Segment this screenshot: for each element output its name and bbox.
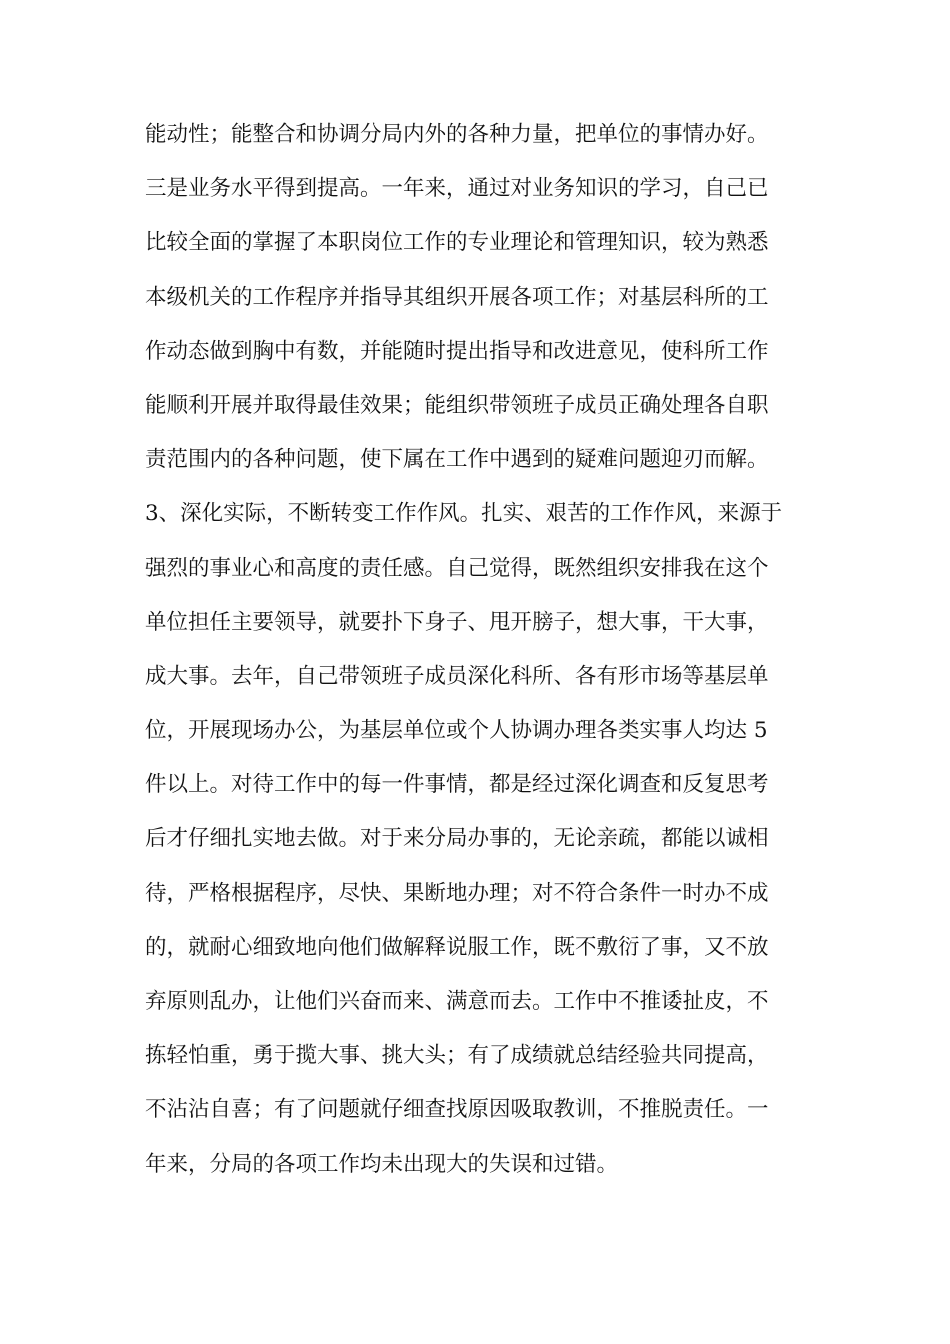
body-text xyxy=(145,108,805,1192)
text-line: 能顺利开展并取得最佳效果；能组织带领班子成员正确处理各自职 xyxy=(145,392,769,418)
text-line: 强烈的事业心和高度的责任感。自己觉得，既然组织安排我在这个 xyxy=(145,555,769,581)
text-line: 比较全面的掌握了本职岗位工作的专业理论和管理知识，较为熟悉 xyxy=(145,230,769,256)
text-line: 3、深化实际，不断转变工作作风。扎实、艰苦的工作作风，来源于 xyxy=(145,501,783,527)
text-line: 年来，分局的各项工作均未出现大的失误和过错。 xyxy=(145,1151,619,1177)
text-line: 单位担任主要领导，就要扑下身子、甩开膀子，想大事，干大事， xyxy=(145,609,769,635)
text-line: 待，严格根据程序，尽快、果断地办理；对不符合条件一时办不成 xyxy=(145,880,769,906)
text-line: 的，就耐心细致地向他们做解释说服工作，既不敷衍了事，又不放 xyxy=(145,934,769,960)
text-line: 拣轻怕重，勇于揽大事、挑大头；有了成绩就总结经验共同提高， xyxy=(145,1043,769,1069)
text-line: 不沾沾自喜；有了问题就仔细查找原因吸取教训，不推脱责任。一 xyxy=(145,1097,769,1123)
text-line: 作动态做到胸中有数，并能随时提出指导和改进意见，使科所工作 xyxy=(145,338,769,364)
text-line: 位，开展现场办公，为基层单位或个人协调办理各类实事人均达 5 xyxy=(145,718,768,744)
text-line: 能动性；能整合和协调分局内外的各种力量，把单位的事情办好。 xyxy=(145,122,769,147)
text-line: 三是业务水平得到提高。一年来，通过对业务知识的学习，自己已 xyxy=(145,176,769,202)
text-line: 件以上。对待工作中的每一件事情，都是经过深化调查和反复思考 xyxy=(145,772,769,798)
text-line: 弃原则乱办，让他们兴奋而来、满意而去。工作中不推诿扯皮，不 xyxy=(145,989,769,1014)
text-line: 后才仔细扎实地去做。对于来分局办事的，无论亲疏，都能以诚相 xyxy=(145,826,769,852)
text-line: 成大事。去年，自己带领班子成员深化科所、各有形市场等基层单 xyxy=(145,663,769,689)
text-line: 本级机关的工作程序并指导其组织开展各项工作；对基层科所的工 xyxy=(145,284,769,310)
text-line: 责范围内的各种问题，使下属在工作中遇到的疑难问题迎刃而解。 xyxy=(145,447,769,473)
